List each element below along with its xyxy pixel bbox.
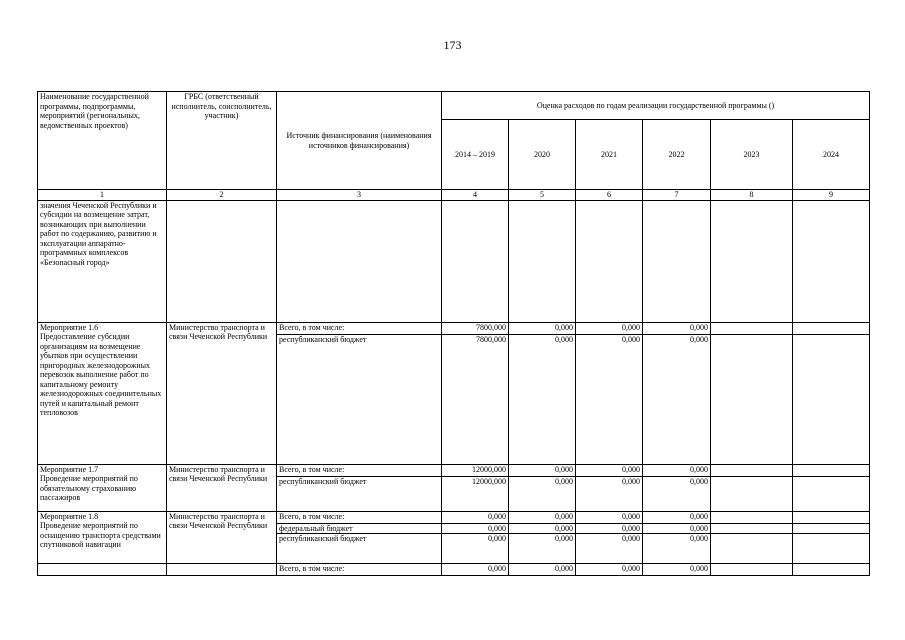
funding-source: республиканский бюджет <box>277 334 442 464</box>
value-cell: 0,000 <box>576 334 643 464</box>
value-cell: 0,000 <box>509 523 576 534</box>
funding-source: федеральный бюджет <box>277 523 442 534</box>
funding-source: Всего, в том числе: <box>277 464 442 476</box>
funding-source: Всего, в том числе: <box>277 564 442 576</box>
funding-source: Всего, в том числе: <box>277 511 442 523</box>
table-row <box>38 511 870 523</box>
value-cell: 0,000 <box>643 534 711 564</box>
value-cell: 0,000 <box>576 464 643 476</box>
measure-cell <box>38 464 167 511</box>
column-number: 4 <box>442 190 509 201</box>
measure-grbs: Министерство транспорта и связи Чеченской Республики <box>167 511 277 564</box>
measure-grbs: Министерство транспорта и связи Чеченской Республики <box>167 464 277 511</box>
column-number: 8 <box>711 190 793 201</box>
value-cell: 0,000 <box>576 322 643 334</box>
value-cell: 0,000 <box>643 464 711 476</box>
header-grbs: ГРБС (ответственный исполнитель, соисполнитель, участник) <box>167 92 277 190</box>
value-cell: 0,000 <box>509 534 576 564</box>
value-cell: 0,000 <box>643 523 711 534</box>
value-cell <box>793 464 870 476</box>
value-cell <box>793 511 870 523</box>
measure-cell <box>38 322 167 464</box>
value-cell: 0,000 <box>509 464 576 476</box>
value-cell: 7800,000 <box>442 322 509 334</box>
page-number: 173 <box>443 38 462 52</box>
measure-cell <box>38 511 167 564</box>
value-cell <box>711 534 793 564</box>
value-cell <box>711 322 793 334</box>
value-cell: 0,000 <box>643 564 711 576</box>
header-year: 2024 <box>793 120 870 190</box>
value-cell: 0,000 <box>509 334 576 464</box>
value-cell: 0,000 <box>643 511 711 523</box>
measure-name: Мероприятие 1.7 <box>40 464 99 474</box>
header-year: 2022 <box>643 120 711 190</box>
measure-grbs: Министерство транспорта и связи Чеченской Республики <box>167 322 277 464</box>
value-cell <box>793 534 870 564</box>
value-cell: 0,000 <box>509 564 576 576</box>
header-expense-estimate: Оценка расходов по годам реализации государственной программы () <box>442 92 870 120</box>
value-cell <box>711 334 793 464</box>
value-cell <box>793 322 870 334</box>
value-cell: 0,000 <box>442 534 509 564</box>
value-cell: 12000,000 <box>442 464 509 476</box>
budget-table <box>37 91 870 576</box>
value-cell: 0,000 <box>643 334 711 464</box>
measure-description: Проведение мероприятий по оснащению транспорта средствами спутниковой навигации <box>40 521 161 549</box>
column-number: 7 <box>643 190 711 201</box>
funding-source: республиканский бюджет <box>277 534 442 564</box>
value-cell <box>711 464 793 476</box>
column-number: 2 <box>167 190 277 201</box>
value-cell: 0,000 <box>576 511 643 523</box>
value-cell <box>711 523 793 534</box>
value-cell: 0,000 <box>509 511 576 523</box>
header-year: 2020 <box>509 120 576 190</box>
value-cell <box>793 523 870 534</box>
column-number: 1 <box>38 190 167 201</box>
value-cell: 0,000 <box>442 564 509 576</box>
value-cell <box>793 476 870 511</box>
value-cell: 0,000 <box>442 511 509 523</box>
continuation-text: значения Чеченской Республики и субсидии на возмещение затрат, возникающих при выполнении работ по содержанию, развитию и эксплуатации аппаратно-программных комплексов «Безопасный город» <box>38 200 167 322</box>
column-number: 3 <box>277 190 442 201</box>
value-cell: 0,000 <box>576 564 643 576</box>
table-row <box>38 322 870 334</box>
value-cell: 0,000 <box>509 322 576 334</box>
value-cell: 0,000 <box>576 523 643 534</box>
value-cell: 0,000 <box>643 476 711 511</box>
column-number: 5 <box>509 190 576 201</box>
column-number: 6 <box>576 190 643 201</box>
measure-name: Мероприятие 1.6 <box>40 322 99 332</box>
measure-name: Мероприятие 1.8 <box>40 511 99 521</box>
funding-source: республиканский бюджет <box>277 476 442 511</box>
column-number: 9 <box>793 190 870 201</box>
value-cell: 7800,000 <box>442 334 509 464</box>
value-cell <box>711 564 793 576</box>
column-numbers-row <box>38 190 870 201</box>
header-year: 2014 – 2019 <box>442 120 509 190</box>
table-row <box>38 464 870 476</box>
value-cell: 0,000 <box>576 534 643 564</box>
header-funding-source: Источник финансирования (наименования источников финансирования) <box>277 92 442 190</box>
measure-description: Проведение мероприятий по обязательному страхованию пассажиров <box>40 474 138 502</box>
header-program-name: Наименование государственной программы, подпрограммы, мероприятий (региональных, ведомственных проектов) <box>38 92 167 190</box>
value-cell <box>793 564 870 576</box>
value-cell: 0,000 <box>643 322 711 334</box>
header-year: 2023 <box>711 120 793 190</box>
value-cell: 0,000 <box>509 476 576 511</box>
table-row <box>38 564 870 576</box>
value-cell <box>711 511 793 523</box>
value-cell <box>711 476 793 511</box>
value-cell: 0,000 <box>576 476 643 511</box>
continuation-row <box>38 200 870 322</box>
measure-description: Предоставление субсидии организациям на возмещение убытков при осуществлении пригородных железнодорожных перевозок выполнение работ по капитальному ремонту железнодорожных соединительных путей и капитальный ремонт тепловозов <box>40 332 162 417</box>
funding-source: Всего, в том числе: <box>277 322 442 334</box>
header-year: 2021 <box>576 120 643 190</box>
value-cell: 12000,000 <box>442 476 509 511</box>
header-row <box>38 92 870 120</box>
value-cell: 0,000 <box>442 523 509 534</box>
value-cell <box>793 334 870 464</box>
